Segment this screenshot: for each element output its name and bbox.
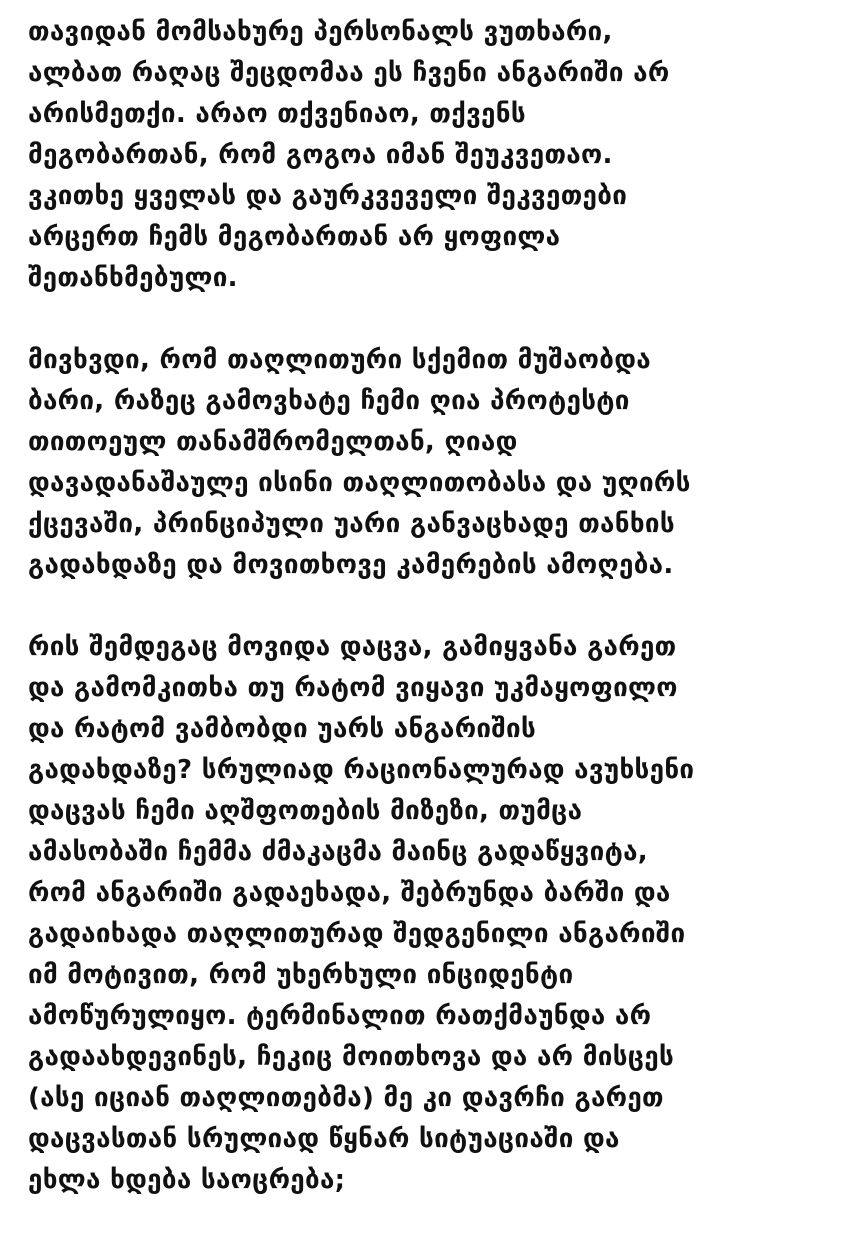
text-line: გადახდაზე და მოვითხოვე კამერების ამოღება.: [28, 550, 674, 580]
text-line: ქცევაში, პრინციპული უარი განვაცხადე თანხის: [28, 509, 675, 539]
text-line: ალბათ რაღაც შეცდომაა ეს ჩვენი ანგარიში არ: [28, 58, 670, 88]
text-line: არისმეთქი. არაო თქვენიაო, თქვენს: [28, 99, 526, 129]
paragraph-2: [28, 340, 848, 586]
text-line: მეგობართან, რომ გოგოა იმან შეუკვეთაო.: [28, 140, 613, 170]
text-line: თითოეულ თანამშრომელთან, ღიად: [28, 427, 518, 457]
text-line: იმ მოტივით, რომ უხერხული ინციდენტი: [28, 960, 574, 990]
text-line: ამოწურულიყო. ტერმინალით რათქმაუნდა არ: [28, 1001, 652, 1031]
text-line: შეთანხმებული.: [28, 263, 238, 293]
text-line: გადაიხადა თაღლითურად შედგენილი ანგარიში: [28, 919, 686, 949]
text-line: გადაახდევინეს, ჩეკიც მოითხოვა და არ მისცეს: [28, 1042, 675, 1072]
text-line: (ასე იციან თაღლითებმა) მე კი დავრჩი გარეთ: [28, 1083, 664, 1113]
text-line: ვკითხე ყველას და გაურკვეველი შეკვეთები: [28, 181, 628, 211]
post-text: [28, 12, 848, 1242]
text-line: ამასობაში ჩემმა ძმაკაცმა მაინც გადაწყვიტა,: [28, 837, 648, 867]
text-line: რის შემდეგაც მოვიდა დაცვა, გამიყვანა გარეთ: [28, 632, 677, 662]
text-line: დავადანაშაულე ისინი თაღლითობასა და უღირს: [28, 468, 691, 498]
text-line: არცერთ ჩემს მეგობართან არ ყოფილა: [28, 222, 561, 252]
text-line: ბარი, რაზეც გამოვხატე ჩემი ღია პროტესტი: [28, 386, 630, 416]
text-line: ეხლა ხდება საოცრება;: [28, 1165, 346, 1195]
text-line: გადახდაზე? სრულიად რაციონალურად ავუხსენი: [28, 755, 695, 785]
text-line: და გამომკითხა თუ რატომ ვიყავი უკმაყოფილო: [28, 673, 678, 703]
text-line: და რატომ ვამბობდი უარს ანგარიშის: [28, 714, 537, 744]
text-line: რომ ანგარიში გადაეხადა, შებრუნდა ბარში და: [28, 878, 671, 908]
paragraph-3: [28, 627, 848, 1201]
text-line: დაცვასთან სრულიად წყნარ სიტუაციაში და: [28, 1124, 620, 1154]
text-line: დაცვას ჩემი აღშფოთების მიზეზი, თუმცა: [28, 796, 583, 826]
text-line: თავიდან მომსახურე პერსონალს ვუთხარი,: [28, 17, 613, 47]
text-line: მივხვდი, რომ თაღლითური სქემით მუშაობდა: [28, 345, 651, 375]
paragraph-1: [28, 12, 848, 299]
